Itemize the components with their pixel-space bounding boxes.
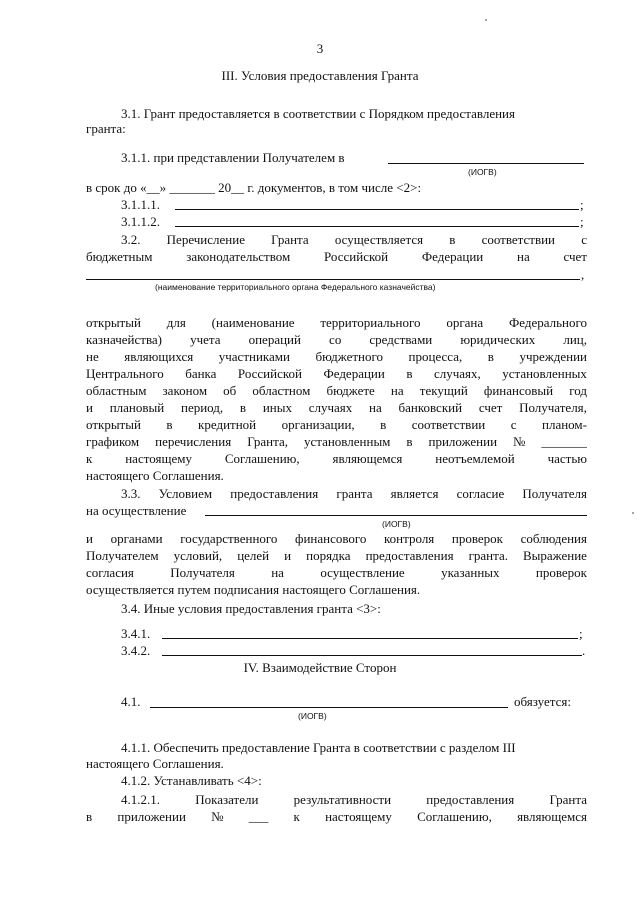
period: . — [582, 643, 586, 658]
paragraph-3-2-cont-line-8: графиком перечисления Гранта, установленным в приложении № _______ — [86, 434, 587, 449]
paragraph-3-2-cont-line-9: к настоящему Соглашению, являющемся неотъемлемой частью — [86, 451, 587, 466]
item-3-1-1-1-number: 3.1.1.1. — [121, 197, 160, 212]
item-3-4-2-fill-line — [162, 655, 582, 656]
iogv-fill-line — [388, 163, 584, 164]
paragraph-4-1-1-line-2: настоящего Соглашения. — [86, 756, 224, 771]
paragraph-3-2-last-line: настоящего Соглашения. — [86, 468, 224, 483]
semicolon: ; — [580, 214, 584, 229]
paragraph-4-1-1-line-1: 4.1.1. Обеспечить предоставление Гранта в соответствии с разделом III — [121, 740, 516, 755]
item-3-4-1-number: 3.4.1. — [121, 626, 151, 641]
scan-speck — [485, 19, 487, 21]
item-3-1-1-2-number: 3.1.1.2. — [121, 214, 160, 229]
iogv-fill-line-2 — [205, 515, 587, 516]
item-4-1-fill-line — [150, 707, 508, 708]
paragraph-3-1-line-1: 3.1. Грант предоставляется в соответствии с Порядком предоставления — [121, 106, 515, 121]
item-4-1-obligates: обязуется: — [514, 694, 571, 709]
paragraph-3-2-cont-line-3: не являющихся участниками бюджетного процесса, в учреждении — [86, 349, 587, 364]
paragraph-3-1-1: 3.1.1. при представлении Получателем в — [121, 150, 345, 165]
paragraph-3-2-cont-line-1: открытый для (наименование территориального органа Федерального — [86, 315, 587, 330]
section-4-heading: IV. Взаимодействие Сторон — [243, 660, 397, 675]
paragraph-3-3-line-4: Получателем условий, целей и порядка предоставления гранта. Выражение — [86, 548, 587, 563]
paragraph-3-2-line-2: бюджетным законодательством Российской Федерации на счет — [86, 249, 587, 264]
scan-speck — [632, 512, 634, 514]
treasury-fill-line — [86, 279, 580, 280]
paragraph-3-2-cont-line-4: Центрального банка Российской Федерации в случаях, установленных — [86, 366, 587, 381]
item-3-1-1-2-fill-line — [175, 226, 579, 227]
page-number: 3 — [316, 41, 324, 56]
item-3-1-1-1-fill-line — [175, 209, 579, 210]
paragraph-3-3-line-2: на осуществление — [86, 503, 187, 518]
paragraph-3-2-cont-line-5: областным законом об областном бюджете на текущий финансовый год — [86, 383, 587, 398]
paragraph-3-3-line-3: и органами государственного финансового контроля проверок соблюдения — [86, 531, 587, 546]
iogv-caption-2: (ИОГВ) — [382, 519, 411, 529]
paragraph-4-1-2-1-line-1: 4.1.2.1. Показатели результативности предоставления Гранта — [121, 792, 587, 807]
deadline-line: в срок до «__» _______ 20__ г. документов, в том числе <2>: — [86, 180, 422, 195]
paragraph-3-3-line-5: согласия Получателя на осуществление указанных проверок — [86, 565, 587, 580]
paragraph-3-4: 3.4. Иные условия предоставления гранта <3>: — [121, 601, 381, 616]
paragraph-3-2-cont-line-2: казначейства) учета операций со средствами юридических лиц, — [86, 332, 587, 347]
section-3-heading: III. Условия предоставления Гранта — [221, 68, 419, 83]
paragraph-4-1-2-1-line-2: в приложении № ___ к настоящему Соглашению, являющемся — [86, 809, 587, 824]
comma: , — [581, 267, 585, 282]
paragraph-3-2-cont-line-7: открытый в кредитной организации, в соответствии с планом- — [86, 417, 587, 432]
iogv-caption-1: (ИОГВ) — [468, 167, 497, 177]
paragraph-3-3-last-line: осуществляется путем подписания настоящего Соглашения. — [86, 582, 421, 597]
item-4-1-number: 4.1. — [121, 694, 141, 709]
paragraph-3-1-line-2: гранта: — [86, 121, 126, 136]
paragraph-3-2-line-1: 3.2. Перечисление Гранта осуществляется в соответствии с — [121, 232, 587, 247]
semicolon: ; — [579, 626, 583, 641]
iogv-caption-3: (ИОГВ) — [298, 711, 327, 721]
paragraph-4-1-2: 4.1.2. Устанавливать <4>: — [121, 773, 262, 788]
semicolon: ; — [580, 197, 584, 212]
paragraph-3-2-cont-line-6: и плановый период, в иных случаях на банковский счет Получателя, — [86, 400, 587, 415]
item-3-4-2-number: 3.4.2. — [121, 643, 151, 658]
item-3-4-1-fill-line — [162, 638, 578, 639]
treasury-caption: (наименование территориального органа Федерального казначейства) — [155, 282, 436, 292]
paragraph-3-3-line-1: 3.3. Условием предоставления гранта является согласие Получателя — [121, 486, 587, 501]
